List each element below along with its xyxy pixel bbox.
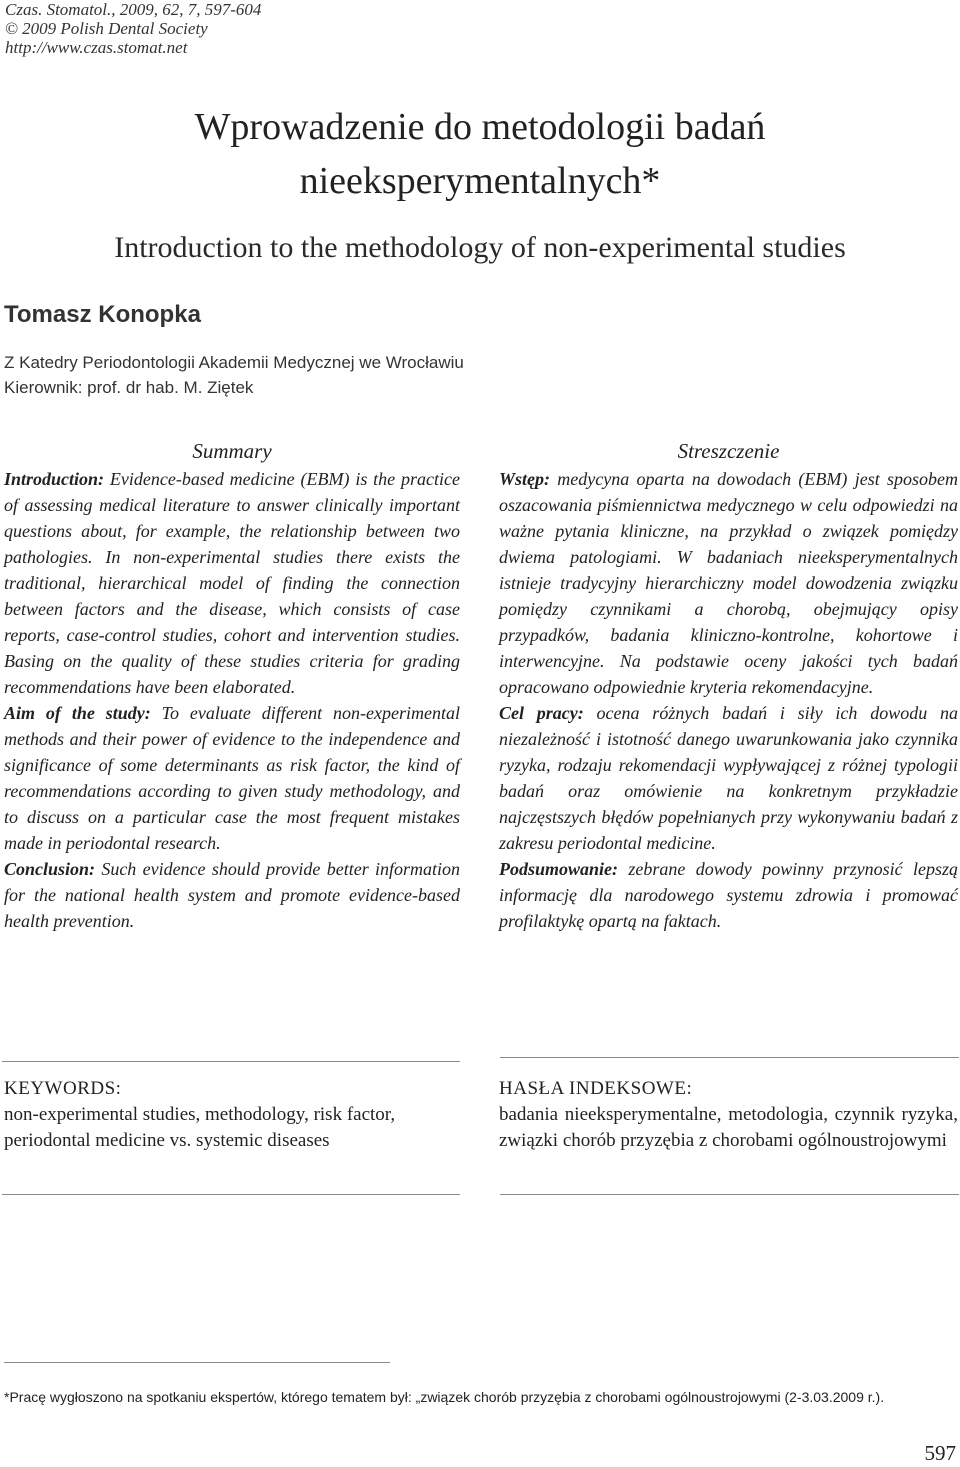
divider-keywords-top: [2, 1061, 460, 1062]
footnote-divider: [4, 1362, 390, 1363]
author-name: Tomasz Konopka: [4, 301, 201, 328]
affiliation: [4, 350, 464, 400]
journal-url[interactable]: http://www.czas.stomat.net: [5, 38, 188, 57]
divider-hasla-top: [500, 1057, 959, 1058]
footnote: *Pracę wygłoszono na spotkaniu ekspertów, którego tematem był: „związek chorób przyzębia z chorobami ogólnoustrojowymi (2-3.03.2009 r.).: [4, 1389, 885, 1405]
summary-heading: Summary: [192, 439, 272, 463]
cel-label: Cel pracy:: [499, 703, 584, 723]
keywords-text: non-experimental studies, methodology, risk factor, periodontal medicine vs. systemic diseases: [4, 1104, 396, 1151]
keywords-title: KEYWORDS:: [4, 1078, 122, 1099]
keywords-block: [4, 1076, 460, 1154]
summary-conclusion: [4, 856, 460, 934]
introduction-label: Introduction:: [4, 469, 105, 489]
title-polish-line2: nieeksperymentalnych*: [299, 160, 661, 202]
wstep-label: Wstęp:: [499, 469, 550, 489]
cel-text: ocena różnych badań i siły ich dowodu na niezależność i istotność danego uwarunkowania jako czynnika ryzyka, rodzaju rekomendacji wypływającej z różnej typologii badań oraz omówienie na konkretnym przykładzie najczęstszych błędów popełnianych przy wykonywaniu badań z zakresu periodontal medicine.: [499, 703, 958, 853]
divider-keywords-bottom: [2, 1194, 460, 1195]
title-english: Introduction to the methodology of non-experimental studies: [114, 231, 846, 264]
streszczenie-wstep: [499, 466, 958, 700]
affiliation-department: Z Katedry Periodontologii Akademii Medycznej we Wrocławiu: [4, 353, 464, 372]
podsumowanie-text: zebrane dowody powinny przynosić lepszą informację dla narodowego systemu zdrowia i promować profilaktykę opartą na faktach.: [499, 859, 958, 931]
title-polish: [0, 100, 960, 208]
conclusion-text: Such evidence should provide better information for the national health system and promote evidence-based health prevention.: [4, 859, 460, 931]
hasla-block: [499, 1076, 958, 1154]
copyright-line: © 2009 Polish Dental Society: [5, 19, 208, 38]
wstep-text: medycyna oparta na dowodach (EBM) jest sposobem oszacowania piśmiennictwa medycznego w celu odpowiedzi na ważne pytania kliniczne, na przykład o związek pomiędzy dwiema patologiami. W badaniach nieeksperymentalnych istnieje tradycyjny hierarchiczny model dowodzenia związku pomiędzy czynnikami a chorobą, obejmujący opisy przypadków, badania kliniczno-kontrolne, kohortowe i interwencyjne. Na podstawie oceny jakości tych badań opracowano odpowiednie kryteria rekomendacyjne.: [499, 469, 958, 697]
podsumowanie-label: Podsumowanie:: [499, 859, 619, 879]
streszczenie-cel: [499, 700, 958, 856]
hasla-title: HASŁA INDEKSOWE:: [499, 1078, 693, 1099]
hasla-text: badania nieeksperymentalne, metodologia, czynnik ryzyka, związki chorób przyzębia z chorobami ogólnoustrojowymi: [499, 1104, 958, 1151]
summary-introduction: [4, 466, 460, 700]
summary-aim: [4, 700, 460, 856]
affiliation-head: Kierownik: prof. dr hab. M. Ziętek: [4, 378, 254, 397]
title-polish-line1: Wprowadzenie do metodologii badań: [194, 106, 766, 148]
journal-citation: Czas. Stomatol., 2009, 62, 7, 597-604: [5, 0, 262, 19]
streszczenie-heading: Streszczenie: [677, 439, 780, 463]
summary-column: [4, 436, 460, 934]
aim-label: Aim of the study:: [4, 703, 151, 723]
conclusion-label: Conclusion:: [4, 859, 96, 879]
streszczenie-column: [499, 436, 958, 934]
streszczenie-podsumowanie: [499, 856, 958, 934]
page-number: 597: [924, 1441, 956, 1465]
journal-header: [5, 0, 261, 57]
divider-hasla-bottom: [500, 1194, 959, 1195]
introduction-text: Evidence-based medicine (EBM) is the practice of assessing medical literature to answer clinically important questions about, for example, the relationship between two pathologies. In non-experimental studies there exists the traditional, hierarchical model of finding the connection between factors and the disease, which consists of case reports, case-control studies, cohort and intervention studies. Basing on the quality of these studies criteria for grading recommendations have been elaborated.: [4, 469, 460, 697]
aim-text: To evaluate different non-experimental methods and their power of evidence to the independence and significance of some determinants as risk factor, the kind of recommendations according to given study methodology, and to discuss on a particular case the most frequent mistakes made in periodontal research.: [4, 703, 460, 853]
